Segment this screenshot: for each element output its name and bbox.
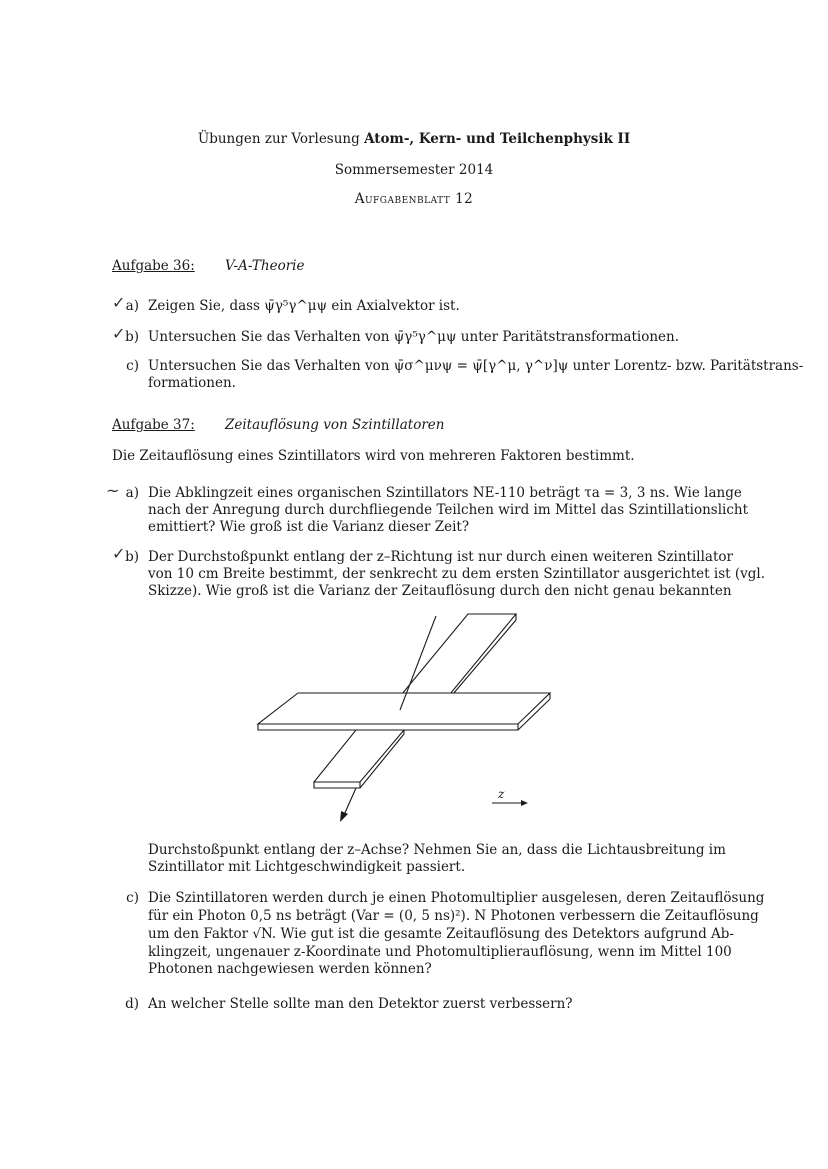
title-prefix: Übungen zur Vorlesung [197, 131, 365, 147]
semester: Sommersemester 2014 [334, 162, 494, 178]
task37-d-text: An welcher Stelle sollte man den Detektor zuerst verbessern? [148, 996, 573, 1012]
check-mark-icon: ✓ [112, 293, 126, 312]
task37-c-line: Photonen nachgewiesen werden können? [148, 961, 432, 977]
particle-track-lower [344, 788, 356, 815]
task37-b-line: Skizze). Wie groß ist die Varianz der Zeitauflösung durch den nicht genau bekannten [148, 583, 732, 599]
z-arrow-icon [521, 800, 528, 806]
task36-c-line2: formationen. [148, 375, 236, 391]
item-letter: d) [125, 996, 139, 1012]
item-letter: b) [125, 549, 139, 565]
tilde-mark-icon: ~ [106, 481, 120, 500]
arrow-head-icon [340, 811, 348, 822]
task36-c-line1: Untersuchen Sie das Verhalten von ψ̄σ^μνψ = ψ̄[γ^μ, γ^ν]ψ unter Lorentz- bzw. Paritätstrans- [148, 358, 804, 374]
item-letter: b) [125, 329, 139, 345]
scintillator-vertical-top [402, 614, 516, 694]
item-letter: a) [125, 298, 139, 314]
task36-label: Aufgabe 36: [112, 258, 195, 274]
page-title [0, 131, 828, 148]
task37-b-line: Der Durchstoßpunkt entlang der z–Richtung ist nur durch einen weiteren Szintillator [148, 549, 733, 565]
task37-c-line: um den Faktor √N. Wie gut ist die gesamte Zeitauflösung des Detektors aufgrund Ab- [148, 926, 734, 942]
task36-topic: V-A-Theorie [225, 258, 305, 274]
task37-c-line: Die Szintillatoren werden durch je einen Photomultiplier ausgelesen, deren Zeitauflösung [148, 890, 765, 906]
item-letter: c) [126, 358, 139, 374]
task37-a-line: nach der Anregung durch durchfliegende Teilchen wird im Mittel das Szintillationslicht [148, 502, 749, 518]
task37-topic: Zeitauflösung von Szintillatoren [225, 417, 445, 433]
task36-a-text: Zeigen Sie, dass ψ̄γ⁵γ^μψ ein Axialvektor ist. [148, 298, 460, 314]
title-course: Atom-, Kern- und Teilchenphysik II [364, 131, 631, 147]
item-letter: a) [125, 485, 139, 501]
scintillator-sketch [240, 610, 580, 830]
task37-a-line: Die Abklingzeit eines organischen Szintillators NE-110 beträgt τa = 3, 3 ns. Wie lange [148, 485, 742, 501]
scintillator-vertical-bottom [314, 730, 404, 782]
check-mark-icon: ✓ [112, 544, 126, 563]
sheet-title: Aufgabenblatt 12 [354, 191, 474, 207]
task36-b-text: Untersuchen Sie das Verhalten von ψ̄γ⁵γ^μψ unter Paritätstransformationen. [148, 329, 679, 345]
item-letter: c) [126, 890, 139, 906]
scintillator-horizontal [258, 693, 550, 724]
task37-b-line: von 10 cm Breite bestimmt, der senkrecht zu dem ersten Szintillator ausgerichtet ist (vgl. [148, 566, 765, 582]
task37-b-after: Durchstoßpunkt entlang der z–Achse? Nehmen Sie an, dass die Lichtausbreitung im [148, 842, 726, 858]
task37-label: Aufgabe 37: [112, 417, 195, 433]
check-mark-icon: ✓ [112, 324, 126, 343]
z-axis-label: z [498, 787, 505, 801]
task37-intro: Die Zeitauflösung eines Szintillators wird von mehreren Faktoren bestimmt. [112, 448, 635, 464]
task37-c-line: für ein Photon 0,5 ns beträgt (Var = (0, 5 ns)²). N Photonen verbessern die Zeitauflösung [148, 908, 759, 924]
task37-c-line: klingzeit, ungenauer z-Koordinate und Photomultiplierauflösung, wenn im Mittel 100 [148, 944, 732, 960]
task37-a-line: emittiert? Wie groß ist die Varianz dieser Zeit? [148, 519, 470, 535]
task37-b-after: Szintillator mit Lichtgeschwindigkeit passiert. [148, 859, 466, 875]
scintillator-horizontal-side [258, 724, 518, 730]
